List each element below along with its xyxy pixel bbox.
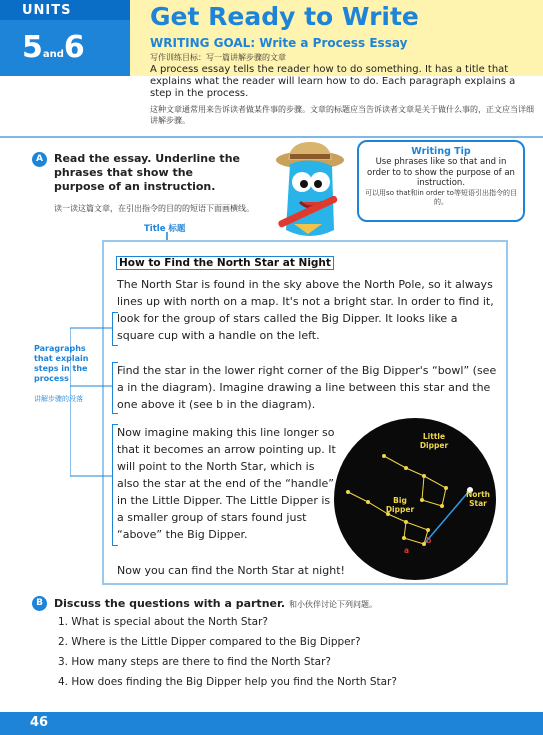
footer-bar bbox=[0, 712, 543, 735]
unit-badge bbox=[0, 0, 130, 76]
writing-tip-box bbox=[357, 140, 525, 222]
question-2: 2. Where is the Little Dipper compared to the Big Dipper? bbox=[58, 636, 361, 648]
units-label: UNITS bbox=[0, 0, 130, 20]
page-number: 46 bbox=[30, 715, 49, 730]
intro-text-cn: 这种文章通常用来告诉读者做某件事的步骤。文章的标题应当告诉读者文章是关于做什么事的，正文应当详细讲解步骤。 bbox=[150, 105, 534, 125]
essay-paragraph-3: Now imagine making this line longer so that it becomes an arrow pointing up. It will point to the North Star, which is also the star at the end of the “handle” in the Little Dipper. The Little Dipper is a smaller group of stars found just “above” the Big Dipper. bbox=[117, 426, 336, 541]
tip-title: Writing Tip bbox=[411, 146, 471, 157]
section-b-instruction: Discuss the questions with a partner. 和小伙伴讨论下列问题。 bbox=[54, 597, 378, 610]
writing-goal-cn: 写作训练目标：写一篇讲解步骤的文章 bbox=[150, 53, 286, 62]
section-a-instruction-cn: 读一读这篇文章，在引出指令的目的的短语下面画横线。 bbox=[54, 204, 254, 213]
tip-body: Use phrases like so that and in order to to show the purpose of an instruction. bbox=[367, 157, 515, 188]
section-b-badge: B bbox=[32, 596, 47, 611]
units-number: 5and6 bbox=[0, 20, 130, 76]
diagram-label-b: b bbox=[426, 536, 432, 545]
essay-paragraph-1: The North Star is found in the sky above the North Pole, so it always lines up with north on a map. It's not a bright star. In order to find it, look for the group of stars called the Big Dipper. It looks like a square cup with a handle on the left. bbox=[117, 278, 494, 342]
title-annotation: Title 标题 bbox=[144, 224, 186, 234]
mascot-illustration bbox=[262, 138, 357, 246]
essay-paragraph-4: Now you can find the North Star at night! bbox=[117, 564, 345, 577]
intro-text: A process essay tells the reader how to do something. It has a title that explains what the reader will learn how to do. Each paragraph explains a step in the process. bbox=[150, 64, 516, 99]
question-4: 4. How does finding the Big Dipper help you find the North Star? bbox=[58, 676, 397, 688]
essay-title: How to Find the North Star at Night bbox=[116, 256, 334, 270]
page-title: Get Ready to Write bbox=[150, 2, 419, 31]
question-3: 3. How many steps are there to find the North Star? bbox=[58, 656, 331, 668]
paragraph-annotation-cn: 讲解步骤的段落 bbox=[34, 395, 83, 403]
north-star-label: North Star bbox=[465, 490, 491, 508]
writing-goal: WRITING GOAL: Write a Process Essay bbox=[150, 36, 408, 50]
essay-paragraph-2: Find the star in the lower right corner of the Big Dipper's “bowl” (see a in the diagram). Imagine drawing a line between this star and the one above it (see b in the diagram). bbox=[117, 364, 497, 411]
big-dipper-label: Big Dipper bbox=[385, 496, 415, 514]
paragraph-annotation: Paragraphs that explain steps in the process bbox=[34, 344, 89, 383]
section-a-badge: A bbox=[32, 152, 47, 167]
tip-body-cn: 可以用so that和in order to等短语引出指令的目的。 bbox=[365, 188, 517, 206]
diagram-label-a: a bbox=[404, 546, 410, 555]
little-dipper-label: Little Dipper bbox=[419, 432, 449, 450]
section-a-instruction: Read the essay. Underline the phrases that show the purpose of an instruction. bbox=[54, 152, 240, 193]
question-1: 1. What is special about the North Star? bbox=[58, 616, 268, 628]
paragraph-pointers bbox=[70, 326, 116, 486]
